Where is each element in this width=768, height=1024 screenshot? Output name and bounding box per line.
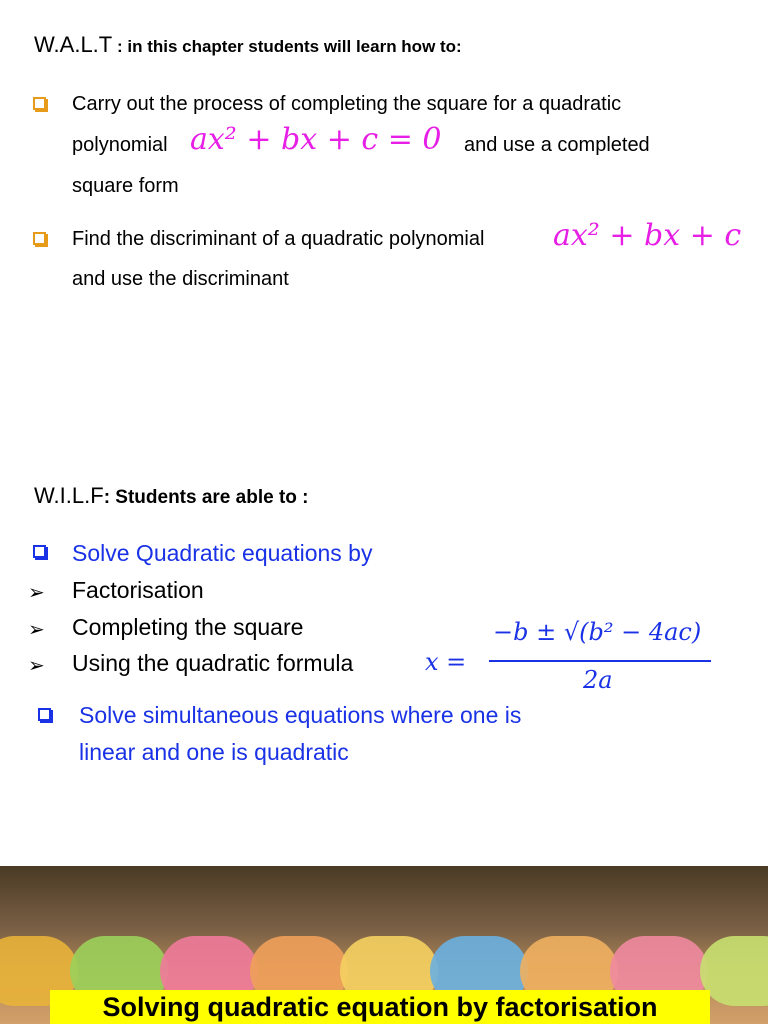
checkbox-icon (33, 232, 46, 245)
walt-heading (34, 32, 462, 58)
arrow-bullet-icon: ➢ (28, 582, 45, 604)
banner-title: Solving quadratic equation by factorisation (50, 990, 710, 1024)
checkbox-icon (33, 97, 46, 110)
walt-item-2-formula: ax² + bx + c (553, 218, 742, 253)
walt-item-1-line-3: square form (72, 175, 179, 197)
walt-item-1-line-2-suffix: and use a completed (464, 134, 650, 156)
fraction-bar (489, 660, 711, 662)
formula-lhs: x = (425, 648, 467, 676)
formula-denominator: 2a (583, 666, 613, 694)
walt-item-1-line-1: Carry out the process of completing the square for a quadratic (72, 93, 622, 115)
simultaneous-line-1: Solve simultaneous equations where one is (79, 702, 522, 728)
walt-item-1-line-2-prefix: polynomial (72, 134, 168, 156)
checkbox-icon (33, 545, 46, 558)
walt-item-2-line-1: Find the discriminant of a quadratic polynomial (72, 228, 485, 250)
chalk-lime (700, 936, 768, 1006)
arrow-bullet-icon: ➢ (28, 655, 45, 677)
walt-item-1-formula: ax² + bx + c = 0 (190, 122, 442, 157)
formula-numerator: −b ± √(b² − 4ac) (493, 618, 702, 646)
wilf-subtitle: : Students are able to : (103, 487, 309, 508)
walt-subtitle: : in this chapter students will learn how to: (112, 37, 462, 56)
arrow-bullet-icon: ➢ (28, 619, 45, 641)
solve-quadratic-text: Solve Quadratic equations by (72, 540, 373, 566)
wilf-heading (34, 483, 309, 509)
method-factorisation: Factorisation (72, 577, 204, 603)
checkbox-icon (38, 708, 51, 721)
method-completing-square: Completing the square (72, 614, 304, 640)
simultaneous-line-2: linear and one is quadratic (79, 739, 349, 765)
wilf-title: W.I.L.F (34, 483, 104, 508)
walt-item-2-line-2: and use the discriminant (72, 268, 289, 290)
method-quadratic-formula: Using the quadratic formula (72, 650, 354, 676)
walt-title: W.A.L.T (34, 32, 113, 57)
